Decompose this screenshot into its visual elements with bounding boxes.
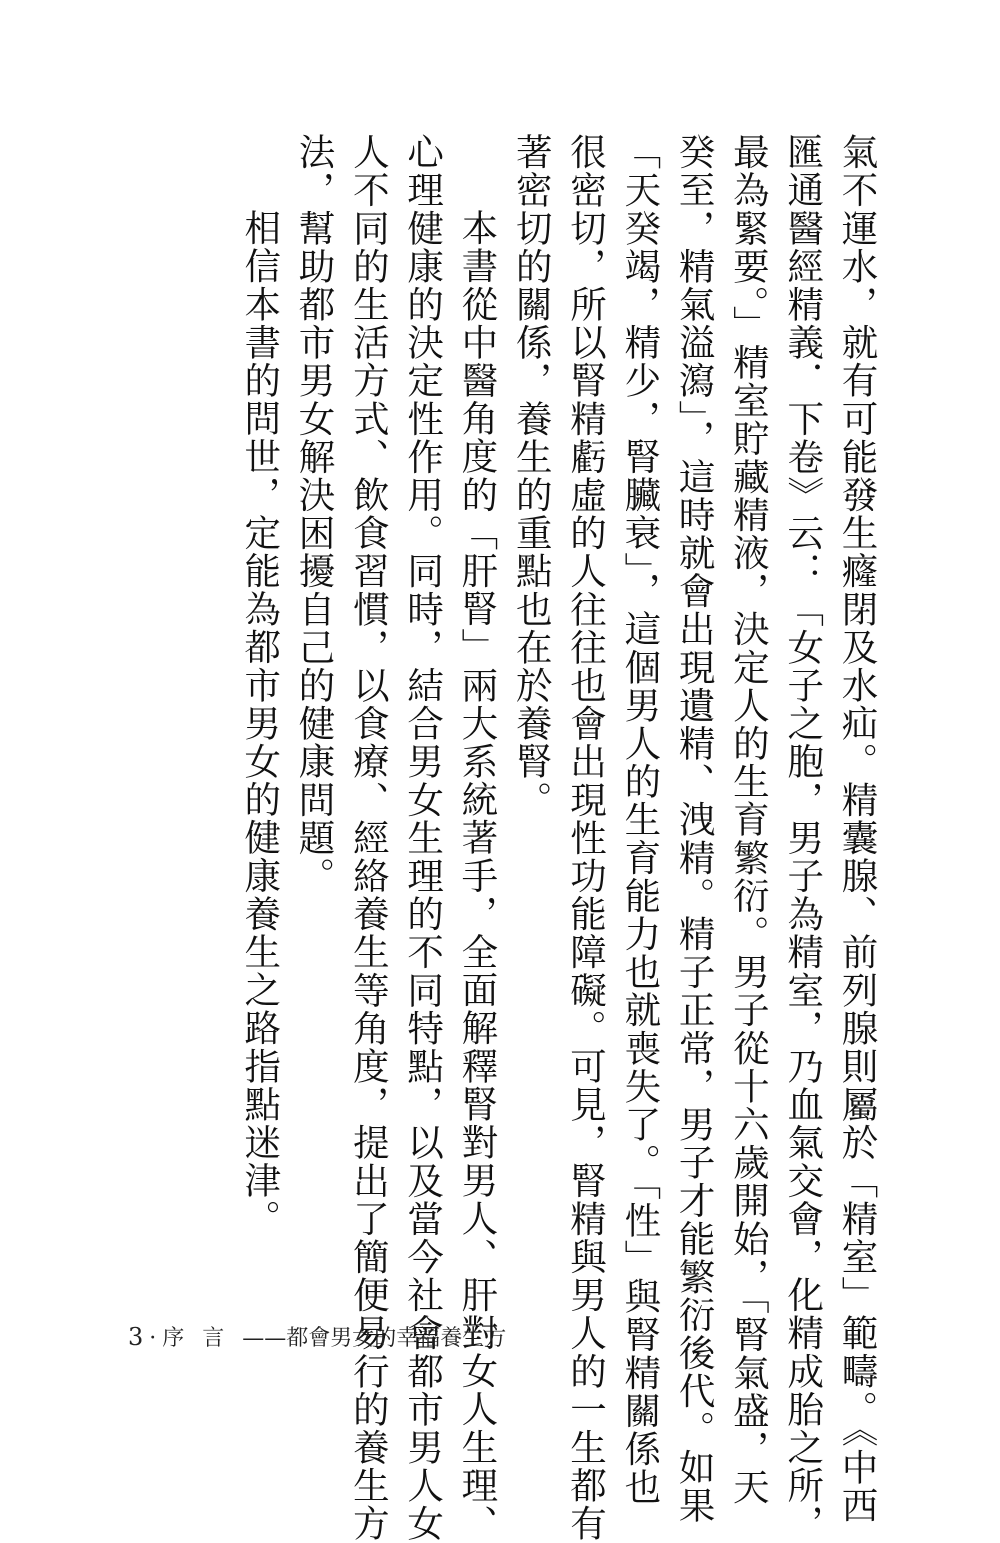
text-column-paragraph-start: 相信本書的問世，定能為都市男女的健康養生之路指點迷津。 bbox=[238, 209, 282, 1238]
text-column: 「天癸竭，精少，腎臟衰」，這個男人的生育能力也就喪失了。「性」與腎精關係也 bbox=[618, 133, 662, 1507]
page-number: 3 bbox=[128, 1323, 144, 1351]
text-column: 癸至，精氣溢瀉」，這時就會出現遺精、洩精。精子正常，男子才能繁衍後代。如果 bbox=[673, 133, 717, 1525]
text-column: 人不同的生活方式、飲食習慣，以食療、經絡養生等角度，提出了簡便易行的養生方 bbox=[347, 133, 391, 1543]
section-label: 序言 bbox=[162, 1326, 243, 1351]
text-column-paragraph-start: 本書從中醫角度的「肝腎」兩大系統著手，全面解釋腎對男人、肝對女人生理、 bbox=[455, 209, 499, 1543]
footer-separator: · bbox=[149, 1326, 157, 1351]
running-title: ——都會男女的幸福養生方 bbox=[242, 1326, 507, 1351]
text-column: 氣不運水，就有可能發生癃閉及水疝。精囊腺、前列腺則屬於「精室」範疇。《中西 bbox=[836, 133, 879, 1525]
text-column: 心理健康的決定性作用。同時，結合男女生理的不同特點，以及當今社會都市男人女 bbox=[401, 133, 445, 1543]
text-column: 著密切的關係，養生的重點也在於養腎。 bbox=[510, 133, 554, 819]
text-column: 法，幫助都市男女解決困擾自己的健康問題。 bbox=[293, 133, 337, 895]
page-footer bbox=[128, 1321, 506, 1352]
text-column: 最為緊要。」精室貯藏精液，決定人的生育繁衍。男子從十六歲開始，「腎氣盛，天 bbox=[727, 133, 771, 1507]
text-column: 很密切，所以腎精虧虛的人往往也會出現性功能障礙。可見，腎精與男人的一生都有 bbox=[564, 133, 608, 1543]
text-column: 匯通醫經精義．下卷》云：「女子之胞，男子為精室，乃血氣交會，化精成胎之所， bbox=[781, 133, 825, 1543]
